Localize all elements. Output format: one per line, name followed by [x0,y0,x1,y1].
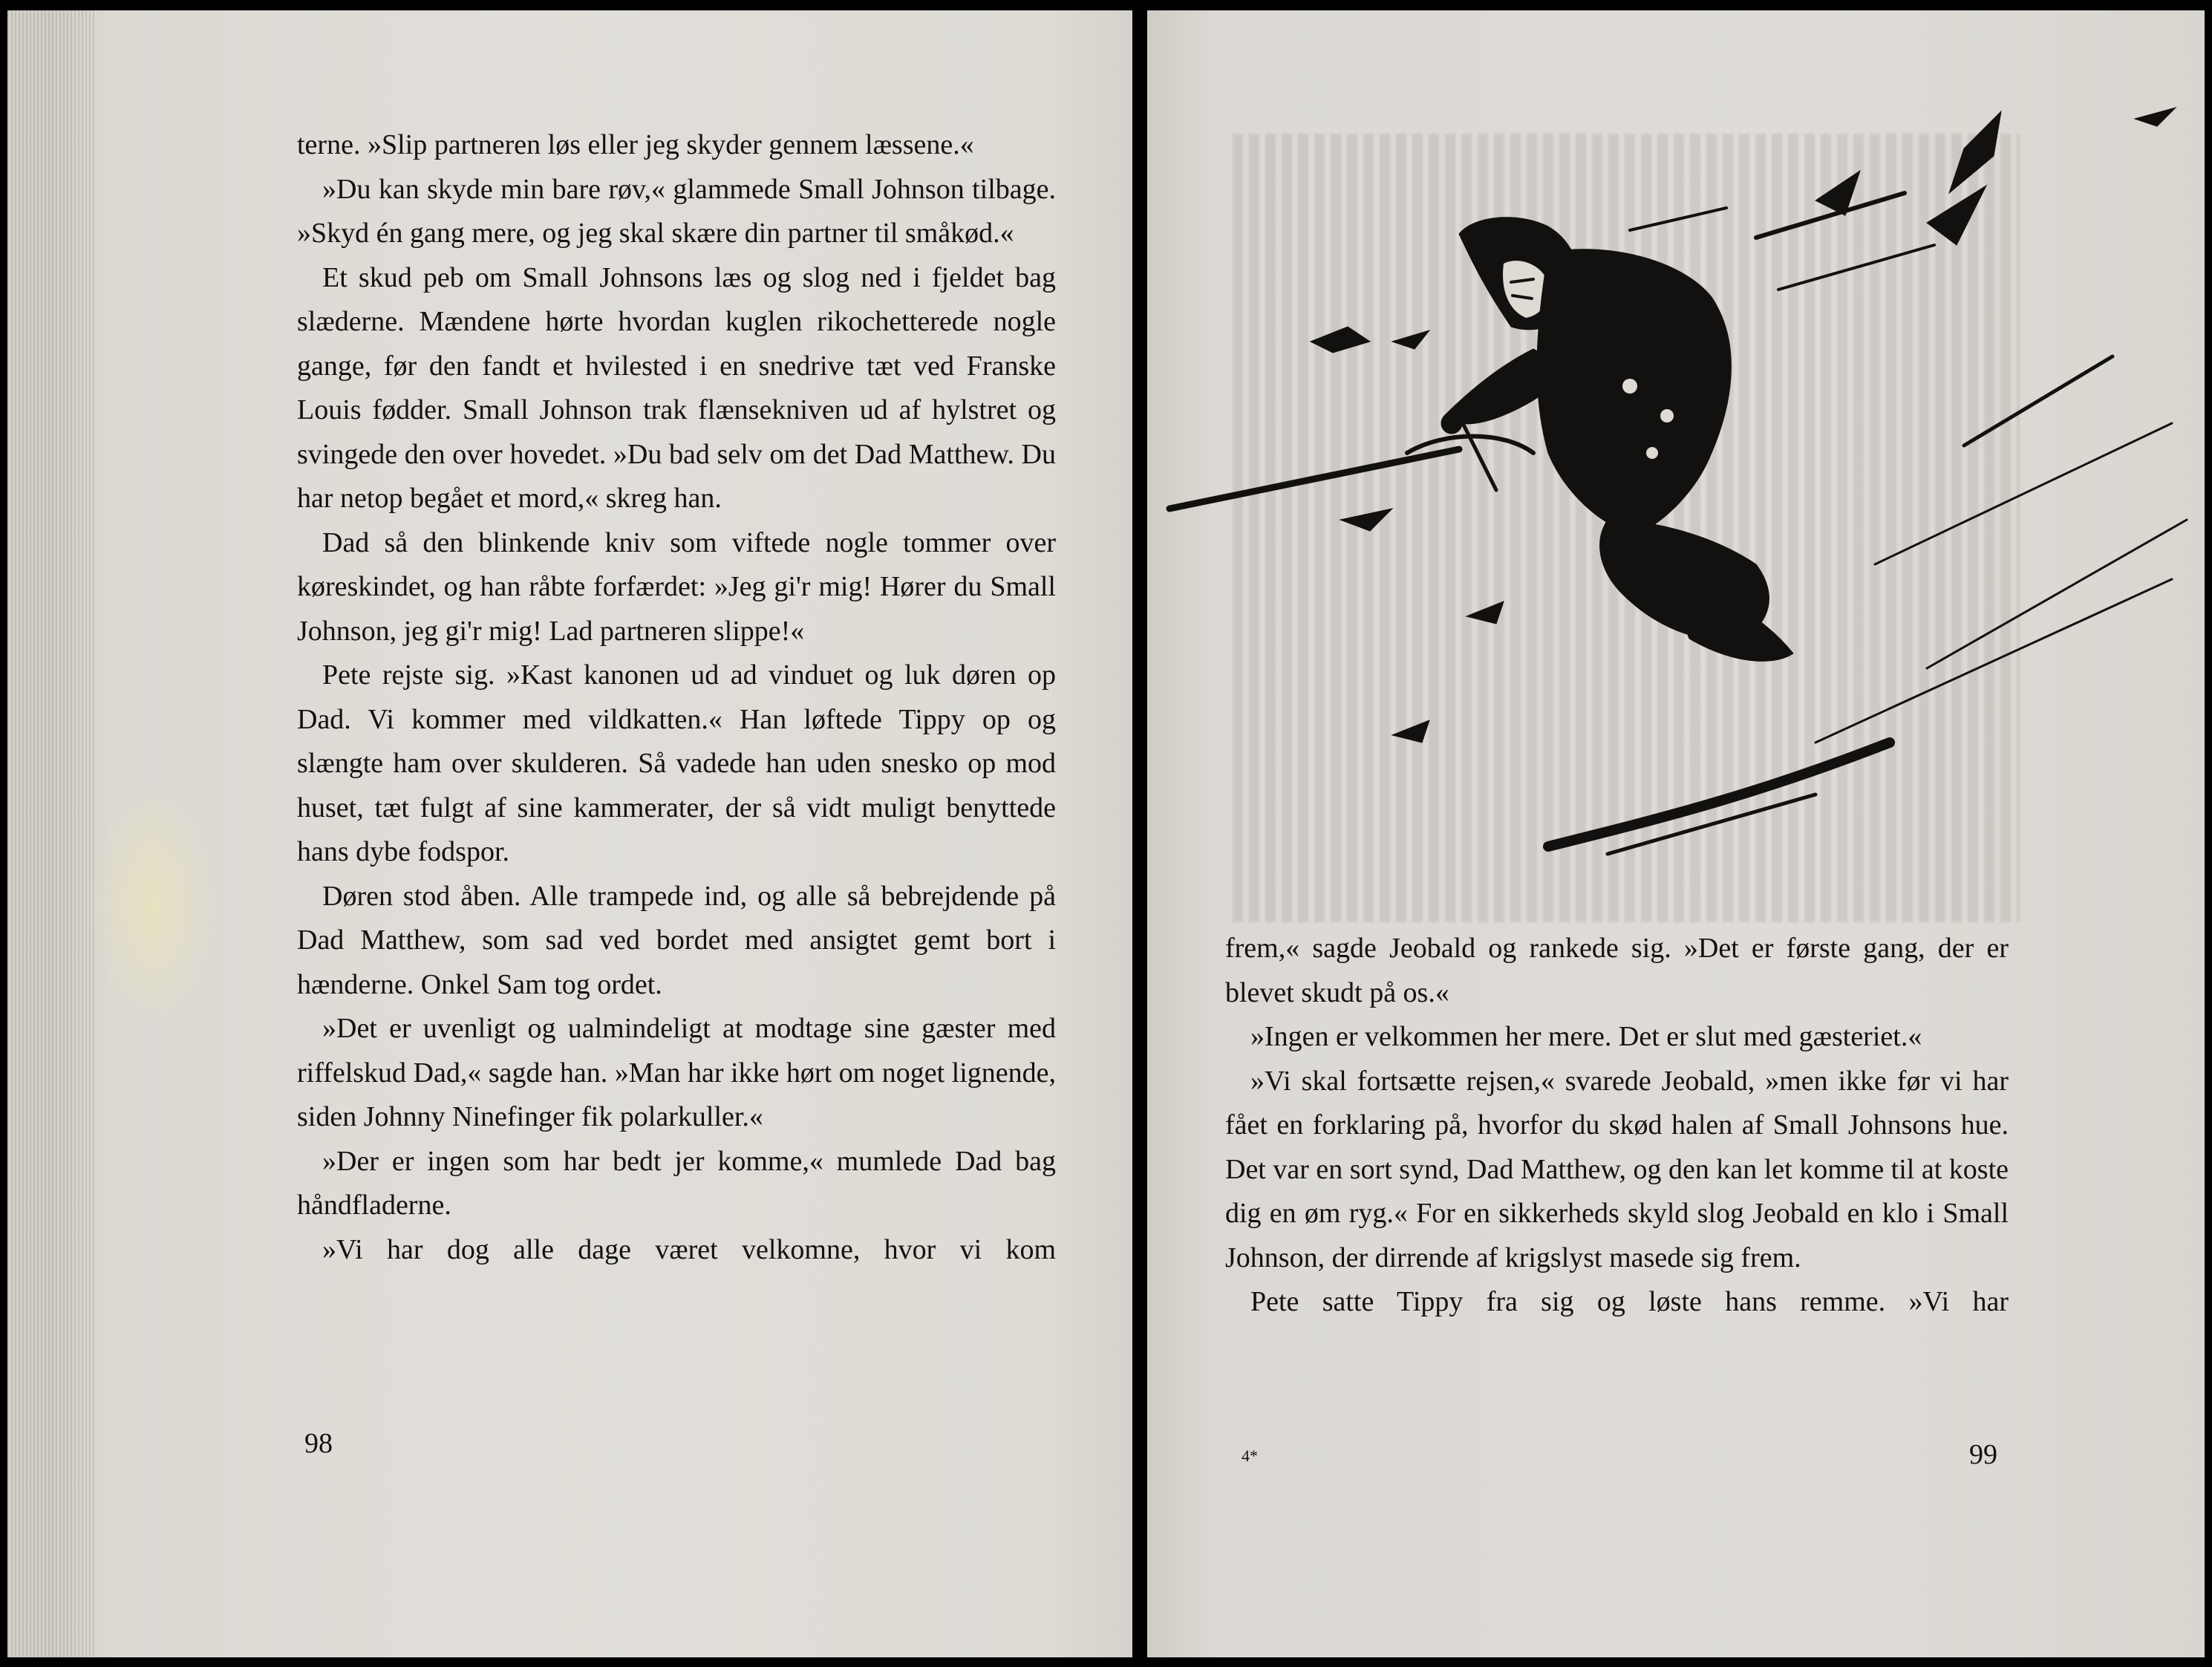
eskimo-sledding-illustration [1147,104,2205,891]
paragraph: »Vi har dog alle dage været velkomne, hvor vi kom [322,1233,1056,1265]
paragraph: Dad så den blinkende kniv som viftede nogle tommer over køreskindet, og han råbte forfærdet: »Jeg gi'r mig! Hører du Small Johnson, jeg gi'r mig! Lad partneren slippe!« [297,526,1056,647]
right-page-text [1225,927,2009,1325]
page-number-right: 99 [1969,1439,1997,1470]
signature-mark: 4* [1242,1446,1258,1465]
paragraph: »Vi skal fortsætte rejsen,« svarede Jeobald, »men ikke før vi har fået en forklaring på, hvorfor du skød halen af Small Johnsons hue. Det var en sort synd, Dad Matthew, og den kan let komme til at koste dig en øm ryg.« For en sikkerheds skyld slog Jeobald en klo i Small Johnson, der dirrende af krigslyst masede sig frem. [1225,1065,2009,1273]
paragraph: Et skud peb om Small Johnsons læs og slog ned i fjeldet bag slæderne. Mændene hørte hvordan kuglen rikochetterede nogle gange, før den fandt et hvilested i en snedrive tæt ved Franske Louis fødder. Small Johnson trak flænsekniven ud af hylstret og svingede den over hovedet. »Du bad selv om det Dad Matthew. Du har netop begået et mord,« skreg han. [297,261,1056,514]
paragraph: »Ingen er velkommen her mere. Det er slut med gæsteriet.« [1250,1021,1922,1052]
page-edges [7,10,97,1657]
paragraph: Pete satte Tippy fra sig og løste hans remme. »Vi har [1250,1286,2009,1317]
paragraph: Pete rejste sig. »Kast kanonen ud ad vinduet og luk døren op Dad. Vi kommer med vildkatten.« Han løftede Tippy op og slængte ham over skulderen. Så vadede han uden snesko op mod huset, tæt fulgt af sine kammerater, der så vidt muligt benyttede hans dybe fodspor. [297,659,1056,867]
paragraph: »Du kan skyde min bare røv,« glammede Small Johnson tilbage. »Skyd én gang mere, og jeg skal skære din partner til småkød.« [297,173,1056,249]
paragraph: frem,« sagde Jeobald og rankede sig. »Det er første gang, der er blevet skudt på os.« [1225,933,2009,1008]
paragraph: »Der er ingen som har bedt jer komme,« mumlede Dad bag håndfladerne. [297,1145,1056,1221]
paragraph: terne. »Slip partneren løs eller jeg skyder gennem læssene.« [297,129,974,160]
page-number-left: 98 [304,1428,333,1459]
left-page-text [297,123,1056,1272]
light-glare [89,783,215,1028]
paragraph: »Det er uvenligt og ualmindeligt at modtage sine gæster med riffelskud Dad,« sagde han. »Man har ikke hørt om noget lignende, siden Johnny Ninefinger fik polarkuller.« [297,1013,1056,1132]
paragraph: Døren stod åben. Alle trampede ind, og alle så bebrejdende på Dad Matthew, som sad ved bordet med ansigtet gemt bort i hænderne. Onkel Sam tog ordet. [297,880,1056,1000]
